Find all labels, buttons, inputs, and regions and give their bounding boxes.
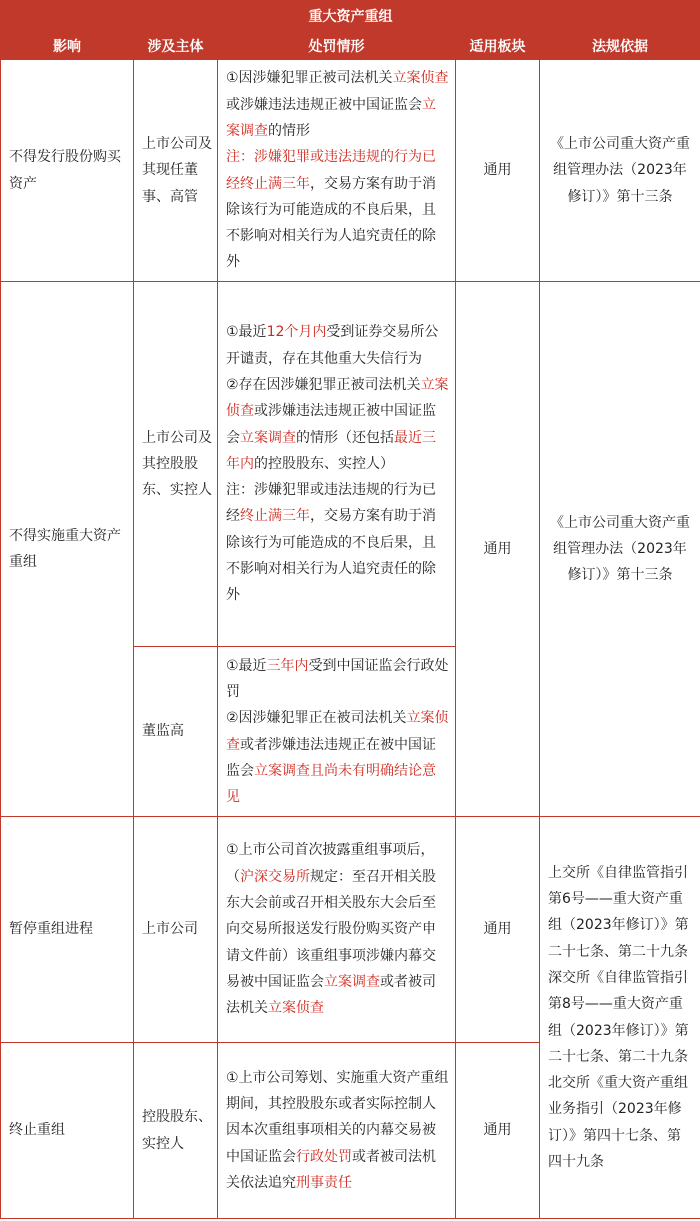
- penalty-text: 的情形: [268, 122, 310, 139]
- highlight-text: 立案侦查: [226, 376, 449, 420]
- impact-cell: 暂停重组进程: [1, 817, 134, 1043]
- penalty-text: ，交易方案有助于消除该行为可能造成的不良后果，且不影响对相关行为人追究责任的除外: [226, 508, 436, 604]
- header-party: 涉及主体: [134, 32, 218, 60]
- highlight-text: 立案调查: [240, 429, 296, 446]
- board-cell: 通用: [456, 1043, 540, 1219]
- header-impact: 影响: [1, 32, 134, 60]
- highlight-text: 立案调查: [226, 96, 436, 139]
- penalty-text: 或涉嫌违法违规正被中国证监会: [226, 403, 436, 446]
- highlight-text: 立案侦查: [268, 1000, 324, 1017]
- party-cell: 董监高: [134, 647, 218, 817]
- table-title-row: [1, 1, 700, 32]
- impact-cell: 不得实施重大资产重组: [1, 282, 134, 817]
- penalty-text: 或者涉嫌违法违规正在被中国证监会: [226, 736, 436, 779]
- highlight-text: 立案调查且尚未有明确结论意见: [226, 762, 436, 806]
- table-row: [1, 60, 700, 282]
- highlight-text: 沪深交易所: [240, 868, 310, 885]
- penalty-text: ②因涉嫌犯罪正在被司法机关: [226, 710, 407, 727]
- highlight-text: 立案侦查: [392, 70, 449, 87]
- party-cell: 上市公司: [134, 817, 218, 1043]
- penalty-cell: [218, 647, 456, 817]
- law-cell: 上交所《自律监管指引第6号——重大资产重组（2023年修订）》第二十七条、第二十九条 深交所《自律监管指引第8号——重大资产重组（2023年修订）》第二十七条、第二十九条 北交所《重大资产重组业务指引（2023年修订）》第四十七条、第四十九条: [540, 817, 700, 1219]
- penalty-text: 规定：至召开相关股东大会前或召开相关股东大会后至向交易所报送发行股份购买资产申请文件前）该重组事项涉嫌内幕交易被中国证监会: [226, 868, 436, 990]
- table-title: 重大资产重组: [1, 1, 700, 32]
- penalty-text: ②存在因涉嫌犯罪正被司法机关: [226, 376, 421, 393]
- header-penalty: 处罚情形: [218, 32, 456, 60]
- penalty-text: 注：涉嫌犯罪或违法违规的行为已经: [226, 482, 436, 525]
- penalty-text: ，交易方案有助于消除该行为可能造成的不良后果，且不影响对相关行为人追究责任的除外: [226, 175, 436, 271]
- penalty-cell: [218, 1043, 456, 1219]
- party-cell: 控股股东、实控人: [134, 1043, 218, 1219]
- board-cell: 通用: [456, 282, 540, 817]
- highlight-text: 行政处罚: [296, 1148, 352, 1165]
- highlight-text: 终止满三年: [240, 175, 310, 192]
- header-board: 适用板块: [456, 32, 540, 60]
- highlight-text: 注：涉嫌犯罪或违法违规的行为已经: [226, 149, 436, 192]
- penalty-text: 受到中国证监会行政处罚: [226, 657, 449, 700]
- penalty-text: 或涉嫌违法违规正被中国证监会: [226, 96, 422, 113]
- highlight-text: 立案调查: [324, 973, 380, 990]
- penalty-cell: [218, 60, 456, 282]
- table-header-row: [1, 32, 700, 60]
- penalty-cell: [218, 817, 456, 1043]
- impact-cell: 不得发行股份购买资产: [1, 60, 134, 282]
- law-cell: 《上市公司重大资产重组管理办法（2023年修订）》第十三条: [540, 60, 700, 282]
- law-cell: 《上市公司重大资产重组管理办法（2023年修订）》第十三条: [540, 282, 700, 817]
- highlight-text: 刑事责任: [296, 1174, 352, 1191]
- penalty-text: 或者被司法机关: [226, 973, 436, 1017]
- highlight-text: 12个月内: [266, 324, 327, 341]
- penalty-text: 或者被司法机关依法追究: [226, 1148, 436, 1191]
- board-cell: 通用: [456, 817, 540, 1043]
- penalty-text: ①最近: [226, 324, 267, 341]
- board-cell: 通用: [456, 60, 540, 282]
- penalty-text: 的控股股东、实控人）: [254, 455, 394, 472]
- highlight-text: 最近三年内: [226, 429, 436, 472]
- highlight-text: 立案侦查: [226, 710, 449, 753]
- penalty-text: ①因涉嫌犯罪正被司法机关: [226, 70, 393, 87]
- highlight-text: 终止满三年: [240, 508, 310, 525]
- penalty-text: ①上市公司首次披露重组事项后，（: [226, 842, 435, 885]
- table-row: [1, 817, 700, 1043]
- penalty-cell: [218, 282, 456, 647]
- table-row: [1, 282, 700, 647]
- impact-cell: 终止重组: [1, 1043, 134, 1219]
- highlight-text: 三年内: [266, 657, 309, 674]
- party-cell: 上市公司及其控股股东、实控人: [134, 282, 218, 647]
- penalty-text: ①上市公司筹划、实施重大资产重组期间，其控股股东或者实际控制人因本次重组事项相关的内幕交易被中国证监会: [226, 1069, 449, 1165]
- party-cell: 上市公司及其现任董事、高管: [134, 60, 218, 282]
- penalty-text: 受到证券交易所公开谴责，存在其他重大失信行为: [226, 324, 439, 367]
- penalty-text: 的情形（还包括: [296, 429, 394, 446]
- header-law: 法规依据: [540, 32, 700, 60]
- penalty-text: ①最近: [226, 657, 267, 674]
